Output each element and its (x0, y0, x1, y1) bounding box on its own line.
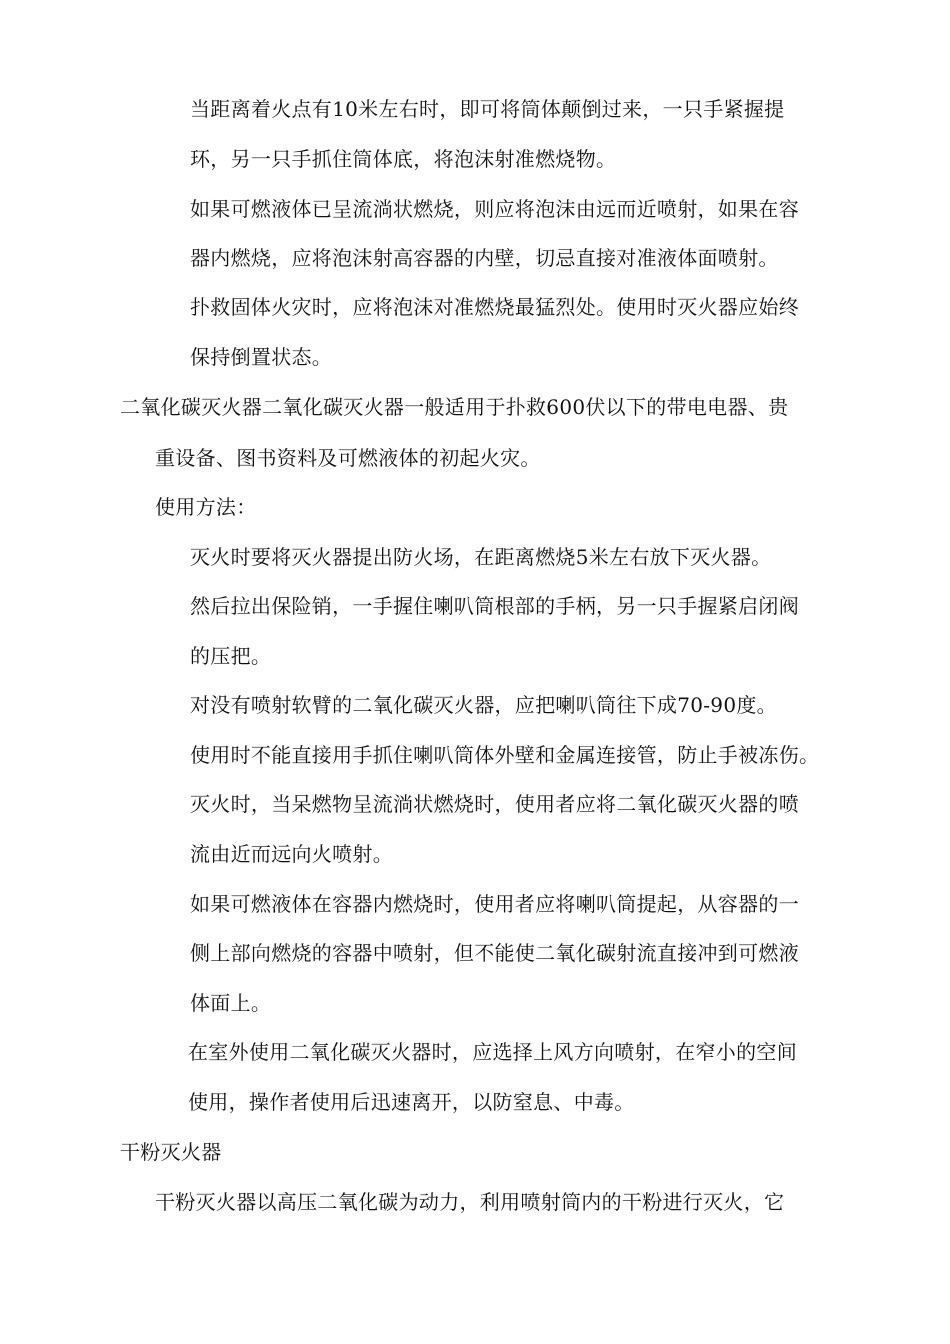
text-line: 当距离着火点有10米左右时，即可将筒体颠倒过来，一只手紧握提 (190, 97, 785, 121)
text-line: 对没有喷射软臂的二氧化碳灭火器，应把喇叭筒往下成70-90度。 (190, 693, 777, 717)
text-line: 灭火时要将灭火器提出防火场，在距离燃烧5米左右放下灭火器。 (190, 545, 772, 569)
text-line: 的压把。 (190, 644, 272, 668)
text-line: 使用，操作者使用后迅速离开，以防窒息、中毒。 (188, 1090, 635, 1114)
usage-heading: 使用方法： (155, 495, 257, 519)
text-line: 使用时不能直接用手抓住喇叭筒体外壁和金属连接管，防止手被冻伤。 (190, 743, 820, 767)
text-line: 侧上部向燃烧的容器中喷射，但不能使二氧化碳射流直接冲到可燃液 (190, 941, 799, 965)
text-line: 如果可燃液体在容器内燃烧时，使用者应将喇叭筒提起，从容器的一 (190, 892, 799, 916)
section-heading-dry-powder: 干粉灭火器 (120, 1140, 222, 1164)
text-line: 干粉灭火器以高压二氧化碳为动力，利用喷射筒内的干粉进行灭火，它 (155, 1190, 785, 1214)
text-line: 重设备、图书资料及可燃液体的初起火灾。 (155, 446, 541, 470)
text-line: 在室外使用二氧化碳灭火器时，应选择上风方向喷射，在窄小的空间 (188, 1040, 797, 1064)
text-line: 扑救固体火灾时，应将泡沫对准燃烧最猛烈处。使用时灭火器应始终 (190, 295, 799, 319)
text-line: 器内燃烧，应将泡沫射高容器的内壁，切忌直接对准液体面喷射。 (190, 246, 779, 270)
text-line: 保持倒置状态。 (190, 345, 333, 369)
text-line: 如果可燃液体已呈流淌状燃烧，则应将泡沫由远而近喷射，如果在容 (190, 197, 799, 221)
text-line: 环，另一只手抓住筒体底，将泡沫射准燃烧物。 (190, 147, 617, 171)
text-line: 体面上。 (190, 991, 272, 1015)
section-heading-co2: 二氧化碳灭火器二氧化碳灭火器一般适用于扑救600伏以下的带电电器、贵 (120, 395, 789, 419)
text-line: 然后拉出保险销，一手握住喇叭筒根部的手柄，另一只手握紧启闭阀 (190, 594, 799, 618)
text-line: 灭火时，当呆燃物呈流淌状燃烧时，使用者应将二氧化碳灭火器的喷 (190, 792, 799, 816)
text-line: 流由近而远向火喷射。 (190, 842, 393, 866)
